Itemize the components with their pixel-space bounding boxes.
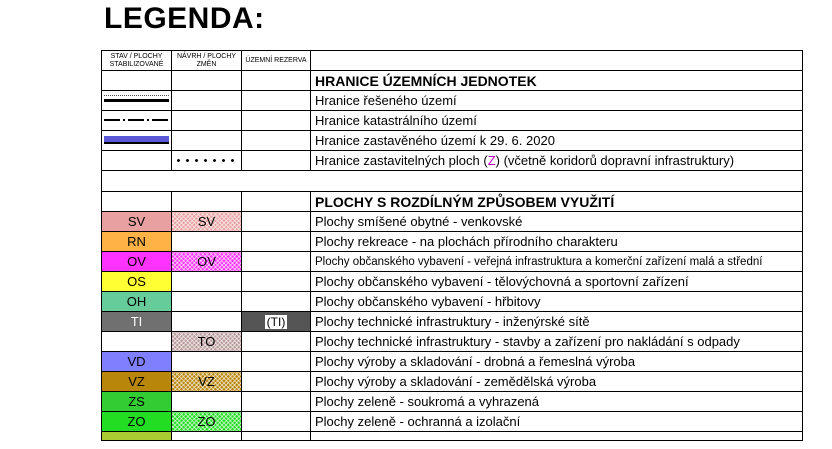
- navrh-swatch: VZ: [172, 372, 242, 392]
- legend-text: Plochy technické infrastruktury - stavby a zařízení pro nakládání s odpady: [311, 332, 803, 352]
- table-row: [102, 392, 803, 412]
- stav-swatch: SV: [102, 212, 172, 232]
- navrh-swatch: ZO: [172, 412, 242, 432]
- header-row: [102, 51, 803, 71]
- legend-text: Plochy výroby a skladování - zemědělská výroba: [311, 372, 803, 392]
- table-row: [102, 292, 803, 312]
- rezerva-swatch: [242, 232, 311, 252]
- stav-swatch: TI: [102, 312, 172, 332]
- stav-swatch: VD: [102, 352, 172, 372]
- legend-text: Plochy občanského vybavení - veřejná infrastruktura a komerční zařízení malá a střední: [311, 252, 803, 272]
- rezerva-swatch: [242, 212, 311, 232]
- table-row: [102, 131, 803, 151]
- navrh-swatch: [172, 312, 242, 332]
- legend-text: Hranice řešeného území: [311, 91, 803, 111]
- stav-swatch: ZO: [102, 412, 172, 432]
- rezerva-swatch: [242, 272, 311, 292]
- rezerva-swatch: [242, 392, 311, 412]
- section-title: HRANICE ÚZEMNÍCH JEDNOTEK: [311, 71, 803, 91]
- stav-swatch: OH: [102, 292, 172, 312]
- legend-text: Hranice katastrálního území: [311, 111, 803, 131]
- boundary-built-up-symbol: [102, 131, 171, 150]
- spacer-row: [102, 171, 803, 192]
- table-row: [102, 212, 803, 232]
- rezerva-swatch: [242, 332, 311, 352]
- navrh-swatch: SV: [172, 212, 242, 232]
- section-header-boundaries: [102, 71, 803, 91]
- legend-text: Plochy výroby a skladování - drobná a řemeslná výroba: [311, 352, 803, 372]
- header-empty: [311, 51, 803, 71]
- rezerva-label: (TI): [265, 312, 288, 332]
- table-row: [102, 332, 803, 352]
- navrh-swatch: [172, 392, 242, 412]
- z-marker: Z: [487, 153, 496, 168]
- legend-text: Plochy občanského vybavení - hřbitovy: [311, 292, 803, 312]
- rezerva-swatch: [242, 252, 311, 272]
- section-title: PLOCHY S ROZDÍLNÝM ZPŮSOBEM VYUŽITÍ: [311, 192, 803, 212]
- legend-text: Plochy smíšené obytné - venkovské: [311, 212, 803, 232]
- table-row: [102, 412, 803, 432]
- table-row-partial: [102, 432, 803, 441]
- rezerva-swatch: [242, 412, 311, 432]
- rezerva-swatch: [242, 292, 311, 312]
- table-row: [102, 352, 803, 372]
- boundary-solved-area-symbol: [102, 91, 171, 110]
- table-row: [102, 111, 803, 131]
- table-row: [102, 272, 803, 292]
- legend-text: Plochy technické infrastruktury - inženýrské sítě: [311, 312, 803, 332]
- legend-text: Plochy zeleně - ochranná a izolační: [311, 412, 803, 432]
- navrh-swatch: OV: [172, 252, 242, 272]
- boundary-cadastral-symbol: [102, 111, 171, 130]
- rezerva-swatch: [242, 312, 311, 332]
- stav-swatch: RN: [102, 232, 172, 252]
- rezerva-swatch: [242, 352, 311, 372]
- section-header-land-use: [102, 192, 803, 212]
- table-row: [102, 151, 803, 171]
- rezerva-swatch: [242, 372, 311, 392]
- legend-title: LEGENDA:: [104, 2, 265, 35]
- navrh-swatch: [172, 352, 242, 372]
- boundary-buildable-symbol: [172, 151, 241, 170]
- navrh-swatch: [172, 232, 242, 252]
- stav-swatch: [102, 332, 172, 352]
- navrh-swatch: [172, 292, 242, 312]
- table-row: [102, 91, 803, 111]
- header-rezerva: ÚZEMNÍ REZERVA: [242, 51, 311, 71]
- legend-table: [101, 50, 803, 441]
- header-navrh: NÁVRH / PLOCHY ZMĚN: [172, 51, 242, 71]
- legend-text: Hranice zastavitelných ploch (Z) (včetně koridorů dopravní infrastruktury): [311, 151, 803, 171]
- stav-swatch: OV: [102, 252, 172, 272]
- legend-text: Plochy občanského vybavení - tělovýchovná a sportovní zařízení: [311, 272, 803, 292]
- header-stav: STAV / PLOCHY STABILIZOVANÉ: [102, 51, 172, 71]
- table-row: [102, 252, 803, 272]
- legend-text: Plochy zeleně - soukromá a vyhrazená: [311, 392, 803, 412]
- stav-swatch: VZ: [102, 372, 172, 392]
- navrh-swatch: [172, 272, 242, 292]
- table-row: [102, 232, 803, 252]
- stav-swatch: ZS: [102, 392, 172, 412]
- legend-text: Hranice zastavěného území k 29. 6. 2020: [311, 131, 803, 151]
- legend-text: Plochy rekreace - na plochách přírodního charakteru: [311, 232, 803, 252]
- table-row: [102, 312, 803, 332]
- table-row: [102, 372, 803, 392]
- navrh-swatch: TO: [172, 332, 242, 352]
- stav-swatch: OS: [102, 272, 172, 292]
